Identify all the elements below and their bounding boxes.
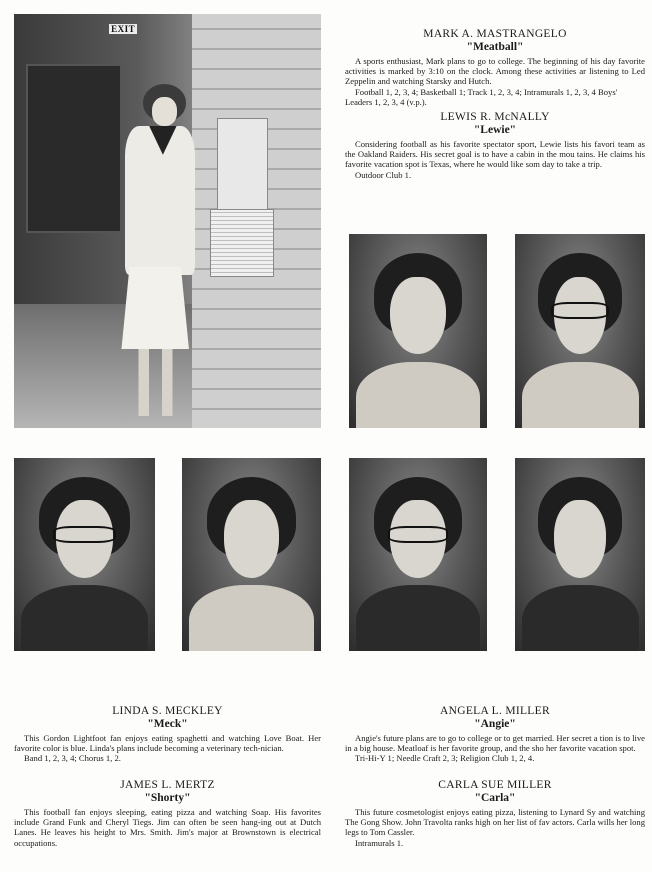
glasses-icon (388, 526, 449, 543)
student-activities: Intramurals 1. (355, 837, 404, 848)
portrait-mcnally (515, 234, 645, 428)
student-nickname: "Shorty" (144, 792, 191, 804)
portrait-face (554, 500, 606, 577)
student-activities: Band 1, 2, 3, 4; Chorus 1, 2. (24, 753, 121, 764)
portrait-angela-miller (349, 458, 487, 651)
student-nickname: "Meck" (147, 718, 188, 730)
portrait-sweater (356, 585, 480, 651)
portrait-jacket (356, 362, 480, 428)
student-nickname: "Meatball" (466, 41, 524, 53)
portrait-face (390, 277, 445, 355)
glasses-icon (53, 526, 115, 543)
glasses-icon (551, 302, 608, 319)
student-activities: Football 1, 2, 3, 4; Basketball 1; Track 1, 2, 3, 4; Intramurals 1, 2, 3, 4 Boys' Leaders 1, 2, 3, 4 (v.p.). (345, 86, 618, 107)
water-fountain (217, 118, 268, 211)
student-name: JAMES L. MERTZ (120, 779, 215, 791)
student-entry-mastrangelo (345, 28, 645, 107)
student-nickname: "Lewie" (473, 124, 517, 136)
student-entry-carla-miller (345, 779, 645, 848)
student-name: LEWIS R. McNALLY (440, 111, 550, 123)
student-entry-meckley (14, 705, 321, 764)
student-bio: A sports enthusiast, Mark plans to go to college. The beginning of his day favorite activities is marked by 3:10 on the clock. Among these activities ar listening to Led Zeppelin and watching Starsky and Hutch. (345, 56, 645, 87)
student-bio: Considering football as his favorite spectator sport, Lewie lists his favori team as the Oakland Raiders. His secret goal is to have a cabin in the mou tains. He claims his favorite vacation spot is Texas, where he would like som day to take a trip. (345, 139, 645, 170)
student-bio: This football fan enjoys sleeping, eating pizza and watching Soap. His favorites include Grand Funk and Cheryl Tiegs. Jim can often be seen hang-ing out at Dutch Lanes. He leaves his height to Mrs. Smith. Jim's major at Brownstown is electrical occupations. (14, 807, 321, 848)
portrait-mastrangelo (349, 234, 487, 428)
student-bio: This future cosmetologist enjoys eating pizza, listening to Lynard Sy and watching The Gong Show. John Travolta ranks high on her list of fav actors. Carla wills her long legs to Tom Cassler. (345, 807, 645, 838)
student-bio: Angie's future plans are to go to college or to get married. Her secret a tion is to live in a big house. Meatloaf is her favorite group, and the sho her favorite vacation spot. (345, 733, 645, 754)
water-fountain-base (210, 209, 273, 277)
portrait-face (224, 500, 280, 577)
student-entry-angela-miller (345, 705, 645, 764)
student-activities: Tri-Hi-Y 1; Needle Craft 2, 3; Religion Club 1, 2, 4. (355, 753, 535, 764)
portrait-carla-miller (515, 458, 645, 651)
student-entry-mertz (14, 779, 321, 848)
student-nickname: "Carla" (474, 792, 516, 804)
portrait-mertz (182, 458, 321, 651)
student-name: CARLA SUE MILLER (438, 779, 552, 791)
student-name: MARK A. MASTRANGELO (423, 28, 567, 40)
student-bio: This Gordon Lightfoot fan enjoys eating spaghetti and watching Love Boat. Her favorite color is blue. Linda's plans include becoming a veterinary tech-nician. (14, 733, 321, 754)
portrait-shirt (189, 585, 314, 651)
portrait-coat (21, 585, 148, 651)
student-entry-mcnally (345, 111, 645, 180)
portrait-meckley (14, 458, 155, 651)
portrait-jacket (522, 362, 639, 428)
exit-sign: EXIT (111, 24, 136, 35)
student-name: LINDA S. MECKLEY (112, 705, 223, 717)
woman-legs (134, 349, 177, 415)
student-activities: Outdoor Club 1. (355, 169, 412, 180)
student-name: ANGELA L. MILLER (440, 705, 550, 717)
hallway-photo (14, 14, 321, 428)
hallway-door (26, 64, 122, 234)
portrait-coat (522, 585, 639, 651)
woman-face (152, 97, 177, 126)
student-nickname: "Angie" (474, 718, 516, 730)
woman-skirt (121, 267, 189, 350)
